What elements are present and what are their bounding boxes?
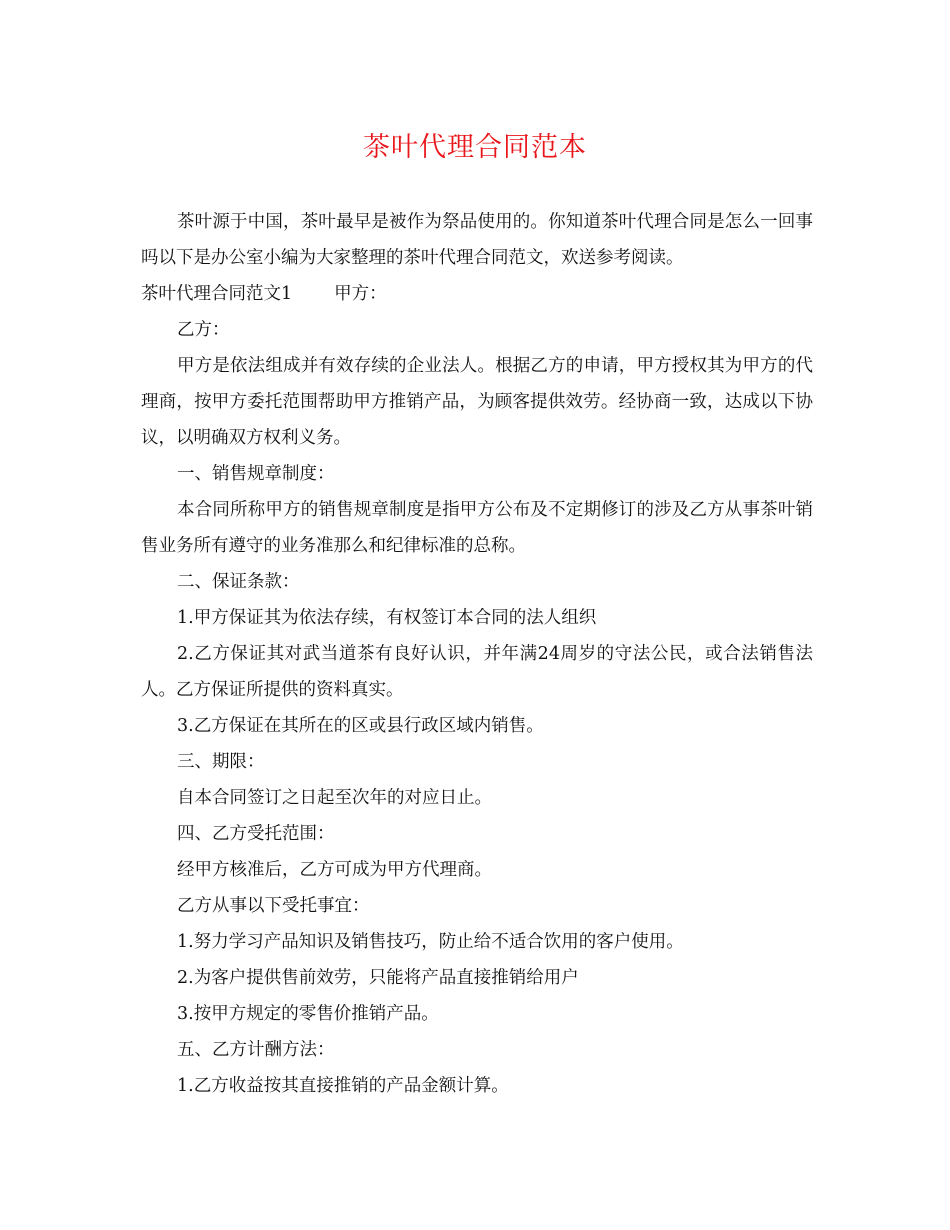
section-3-heading: 三、期限： — [177, 752, 265, 772]
document-body — [141, 204, 813, 1104]
section-2-item-1: 1.甲方保证其为依法存续，有权签订本合同的法人组织 — [177, 608, 597, 628]
section-2-heading: 二、保证条款： — [177, 572, 300, 592]
section-5-item-1: 1.乙方收益按其直接推销的产品金额计算。 — [177, 1076, 509, 1096]
section-1-body: 本合同所称甲方的销售规章制度是指甲方公布及不定期修订的涉及乙方从事茶叶销售业务所有遵守的业务准那么和纪律标准的总称。 — [141, 500, 813, 556]
intro-paragraph: 茶叶源于中国，茶叶最早是被作为祭品使用的。你知道茶叶代理合同是怎么一回事吗以下是办公室小编为大家整理的茶叶代理合同范文，欢送参考阅读。 — [141, 212, 813, 268]
section-2-item-3: 3.乙方保证在其所在的区或县行政区域内销售。 — [177, 716, 544, 736]
section-4-subheading: 乙方从事以下受托事宜： — [177, 896, 370, 916]
section-1-heading: 一、销售规章制度： — [177, 464, 335, 484]
document-title: 茶叶代理合同范本 — [363, 132, 587, 163]
sample-heading: 茶叶代理合同范文1 — [141, 284, 293, 304]
section-4-item-1: 1.努力学习产品知识及销售技巧，防止给不适合饮用的客户使用。 — [177, 932, 684, 952]
section-5-heading: 五、乙方计酬方法： — [177, 1040, 335, 1060]
section-3-body: 自本合同签订之日起至次年的对应日止。 — [177, 788, 492, 808]
sample-heading-line — [141, 276, 813, 312]
section-4-body: 经甲方核准后，乙方可成为甲方代理商。 — [177, 860, 492, 880]
preamble-paragraph: 甲方是依法组成并有效存续的企业法人。根据乙方的申请，甲方授权其为甲方的代理商，按甲方委托范围帮助甲方推销产品，为顾客提供效劳。经协商一致，达成以下协议，以明确双方权利义务。 — [141, 356, 813, 448]
section-4-item-2: 2.为客户提供售前效劳，只能将产品直接推销给用户 — [177, 968, 579, 988]
section-2-item-2: 2.乙方保证其对武当道茶有良好认识，并年满24周岁的守法公民，或合法销售法人。乙方保证所提供的资料真实。 — [141, 644, 813, 700]
section-4-heading: 四、乙方受托范围： — [177, 824, 335, 844]
section-4-item-3: 3.按甲方规定的零售价推销产品。 — [177, 1004, 439, 1024]
party-b-label: 乙方： — [177, 320, 230, 340]
party-a-label: 甲方： — [334, 284, 387, 304]
